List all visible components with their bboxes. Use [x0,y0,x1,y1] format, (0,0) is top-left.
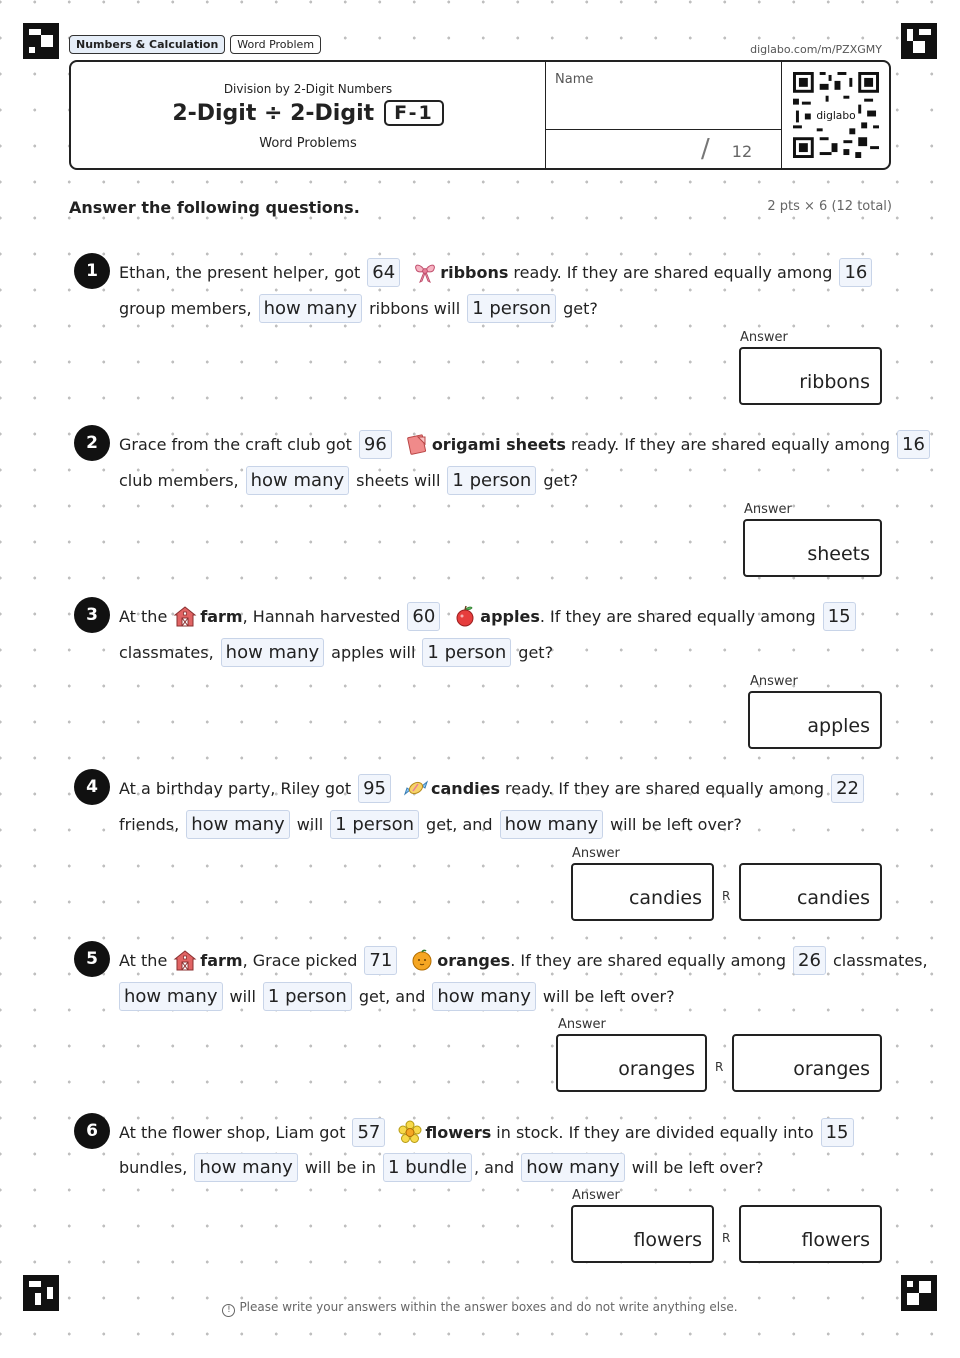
answer-label: Answer [744,502,792,517]
answer-box-5-remainder[interactable]: oranges [732,1034,882,1092]
answer-box-6-quotient[interactable]: flowers [571,1205,714,1263]
remainder-label: R [722,889,731,903]
question-number: 5 [74,941,110,977]
corner-marker-top-right [901,23,937,59]
worksheet-code: F-1 [384,100,444,126]
score-total: 12 [731,142,753,161]
answer-label: Answer [750,674,798,689]
question-4-line-1: At a birthday party, Riley got 95 candies ready. If they are shared equally among 22 [119,773,871,803]
barn-icon [173,604,197,628]
qr-logo-text: diglabo [816,108,856,122]
points-summary: 2 pts × 6 (12 total) [767,199,892,214]
corner-marker-top-left [23,23,59,59]
value-box: 64 [367,258,400,287]
page-url: diglabo.com/m/PZXGMY [750,43,882,56]
apple-icon [453,604,477,628]
question-5-line-2: how many will 1 person get, and how many will be left over? [119,981,675,1011]
question-3-line-1: At the farm , Hannah harvested 60 apples . If they are shared equally among 15 [119,601,863,631]
question-1-line-2: group members, how many ribbons will 1 person get? [119,293,598,323]
barn-icon [173,948,197,972]
score-field[interactable]: / 12 [701,134,753,164]
question-6-line-1: At the flower shop, Liam got 57 flowers in stock. If they are divided equally into 15 [119,1117,861,1147]
tag-list [69,35,321,54]
qr-code-icon [793,72,879,158]
question-2-line-1: Grace from the craft club got 96 origami sheets ready. If they are shared equally among 16 [119,429,937,459]
worksheet-header [69,60,891,170]
worksheet-subtitle: Division by 2-Digit Numbers [223,82,393,96]
instruction-text: Answer the following questions. [69,198,360,217]
answer-box-4-remainder[interactable]: candies [739,863,882,921]
flower-icon [398,1120,422,1144]
answer-box-5-quotient[interactable]: oranges [556,1034,707,1092]
tag-word-problem: Word Problem [230,35,321,54]
answer-box-2[interactable]: sheets [743,519,882,577]
question-number: 2 [74,425,110,461]
answer-box-3[interactable]: apples [748,691,882,749]
answer-label: Answer [740,330,788,345]
candy-icon [404,776,428,800]
footer-note: ! Please write your answers within the answer boxes and do not write anything else. [0,1300,960,1317]
answer-box-1[interactable]: ribbons [739,347,882,405]
answer-box-4-quotient[interactable]: candies [571,863,714,921]
question-5-line-1: At the farm , Grace picked 71 oranges . If they are shared equally among 26 classmates, [119,945,928,975]
question-2-line-2: club members, how many sheets will 1 person get? [119,465,578,495]
question-number: 6 [74,1113,110,1149]
info-icon: ! [222,1304,235,1317]
ribbon-icon [413,260,437,284]
answer-label: Answer [572,1188,620,1203]
tag-numbers-calculation: Numbers & Calculation [69,35,225,54]
origami-icon [405,432,429,456]
remainder-label: R [715,1060,724,1074]
question-6-line-2: bundles, how many will be in 1 bundle , and how many will be left over? [119,1152,763,1182]
question-number: 4 [74,769,110,805]
name-field-label: Name [555,72,594,87]
answer-label: Answer [572,846,620,861]
question-number: 3 [74,597,110,633]
worksheet-category: Word Problems [259,136,357,151]
question-number: 1 [74,253,110,289]
answer-label: Answer [558,1017,606,1032]
question-4-line-2: friends, how many will 1 person get, and how many will be left over? [119,809,742,839]
question-1-line-1: Ethan, the present helper, got 64 ribbons ready. If they are shared equally among 16 [119,257,879,287]
orange-icon [410,948,434,972]
remainder-label: R [722,1231,731,1245]
value-box: 16 [839,258,872,287]
answer-box-6-remainder[interactable]: flowers [739,1205,882,1263]
question-3-line-2: classmates, how many apples will 1 person get? [119,637,553,667]
worksheet-title: 2-Digit ÷ 2-Digit [172,100,375,126]
